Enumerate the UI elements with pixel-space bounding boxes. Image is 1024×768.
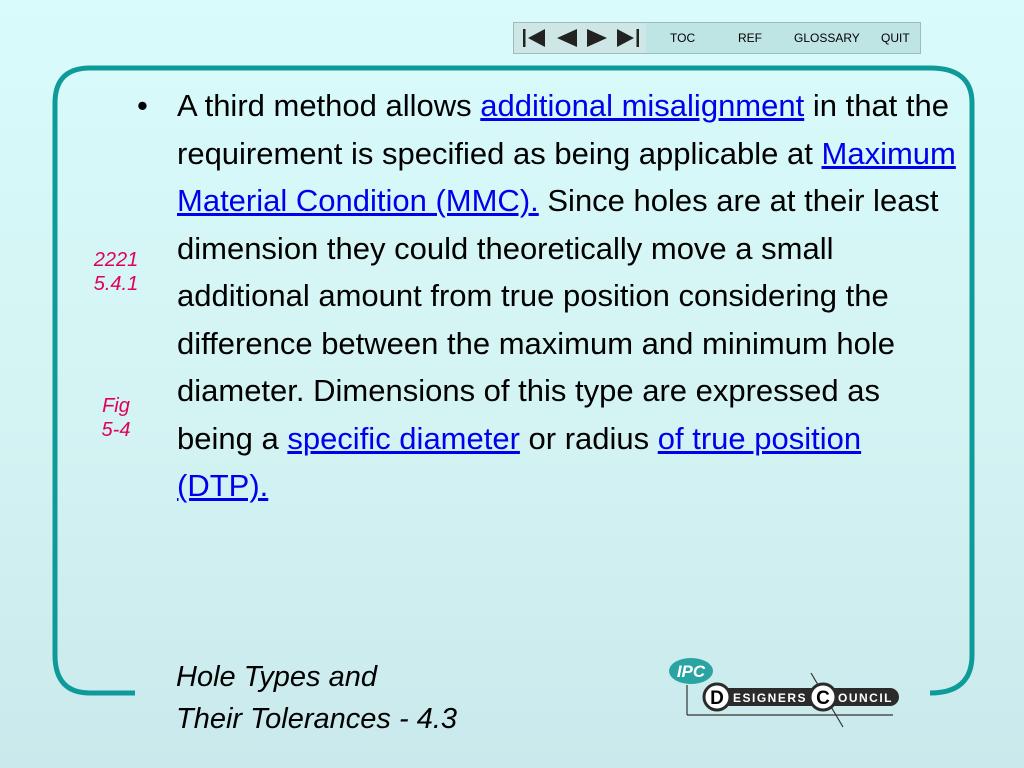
next-slide-button[interactable] [583, 23, 613, 53]
section-ref: 5.4.1 [93, 273, 139, 295]
body-text-4: or radius [519, 420, 658, 456]
slide-title-line-1: Hole Types and [176, 661, 377, 693]
body-text-3: Since holes are at their least dimension they could theoretically move a small additional amount from true position considering the difference between the maximum and minimum hole diameter. Dimensions of this type are expressed as being a [177, 183, 939, 456]
section-number: 2221 [93, 249, 139, 271]
svg-text:IPC: IPC [676, 662, 706, 681]
previous-icon [553, 27, 579, 49]
svg-text:ESIGNERS: ESIGNERS [733, 691, 808, 705]
dtp-link[interactable]: of true position (DTP). [177, 420, 862, 503]
slide-title-line-2: Their Tolerances - 4.3 [176, 703, 458, 735]
svg-text:OUNCIL: OUNCIL [838, 691, 893, 705]
fig-label: Fig [102, 395, 130, 417]
body-paragraph [177, 82, 957, 510]
slide-body [137, 82, 957, 510]
glossary-link[interactable]: GLOSSARY [794, 31, 860, 45]
svg-text:D: D [710, 688, 724, 709]
next-icon [585, 27, 611, 49]
skip-last-icon [615, 27, 641, 49]
mmc-link[interactable]: Maximum Material Condition (MMC). [177, 135, 956, 218]
bullet: • [137, 88, 148, 123]
first-slide-button[interactable] [519, 23, 549, 53]
body-text-2: in that the requirement is specified as being applicable at [177, 88, 950, 171]
body-text-1: A third method allows [177, 88, 481, 123]
slide-title [176, 656, 457, 740]
skip-first-icon [521, 27, 547, 49]
ref-link[interactable]: REF [738, 31, 762, 45]
navigation-bar [513, 22, 921, 54]
fig-number: 5-4 [101, 419, 131, 441]
previous-slide-button[interactable] [551, 23, 581, 53]
quit-link[interactable]: QUIT [881, 31, 910, 45]
toc-link[interactable]: TOC [670, 31, 696, 45]
ipc-designers-council-logo [665, 655, 905, 730]
additional-misalignment-link[interactable]: additional misalignment [480, 88, 805, 123]
specific-diameter-link[interactable]: specific diameter [287, 420, 520, 456]
last-slide-button[interactable] [613, 23, 643, 53]
svg-text:C: C [816, 688, 830, 709]
